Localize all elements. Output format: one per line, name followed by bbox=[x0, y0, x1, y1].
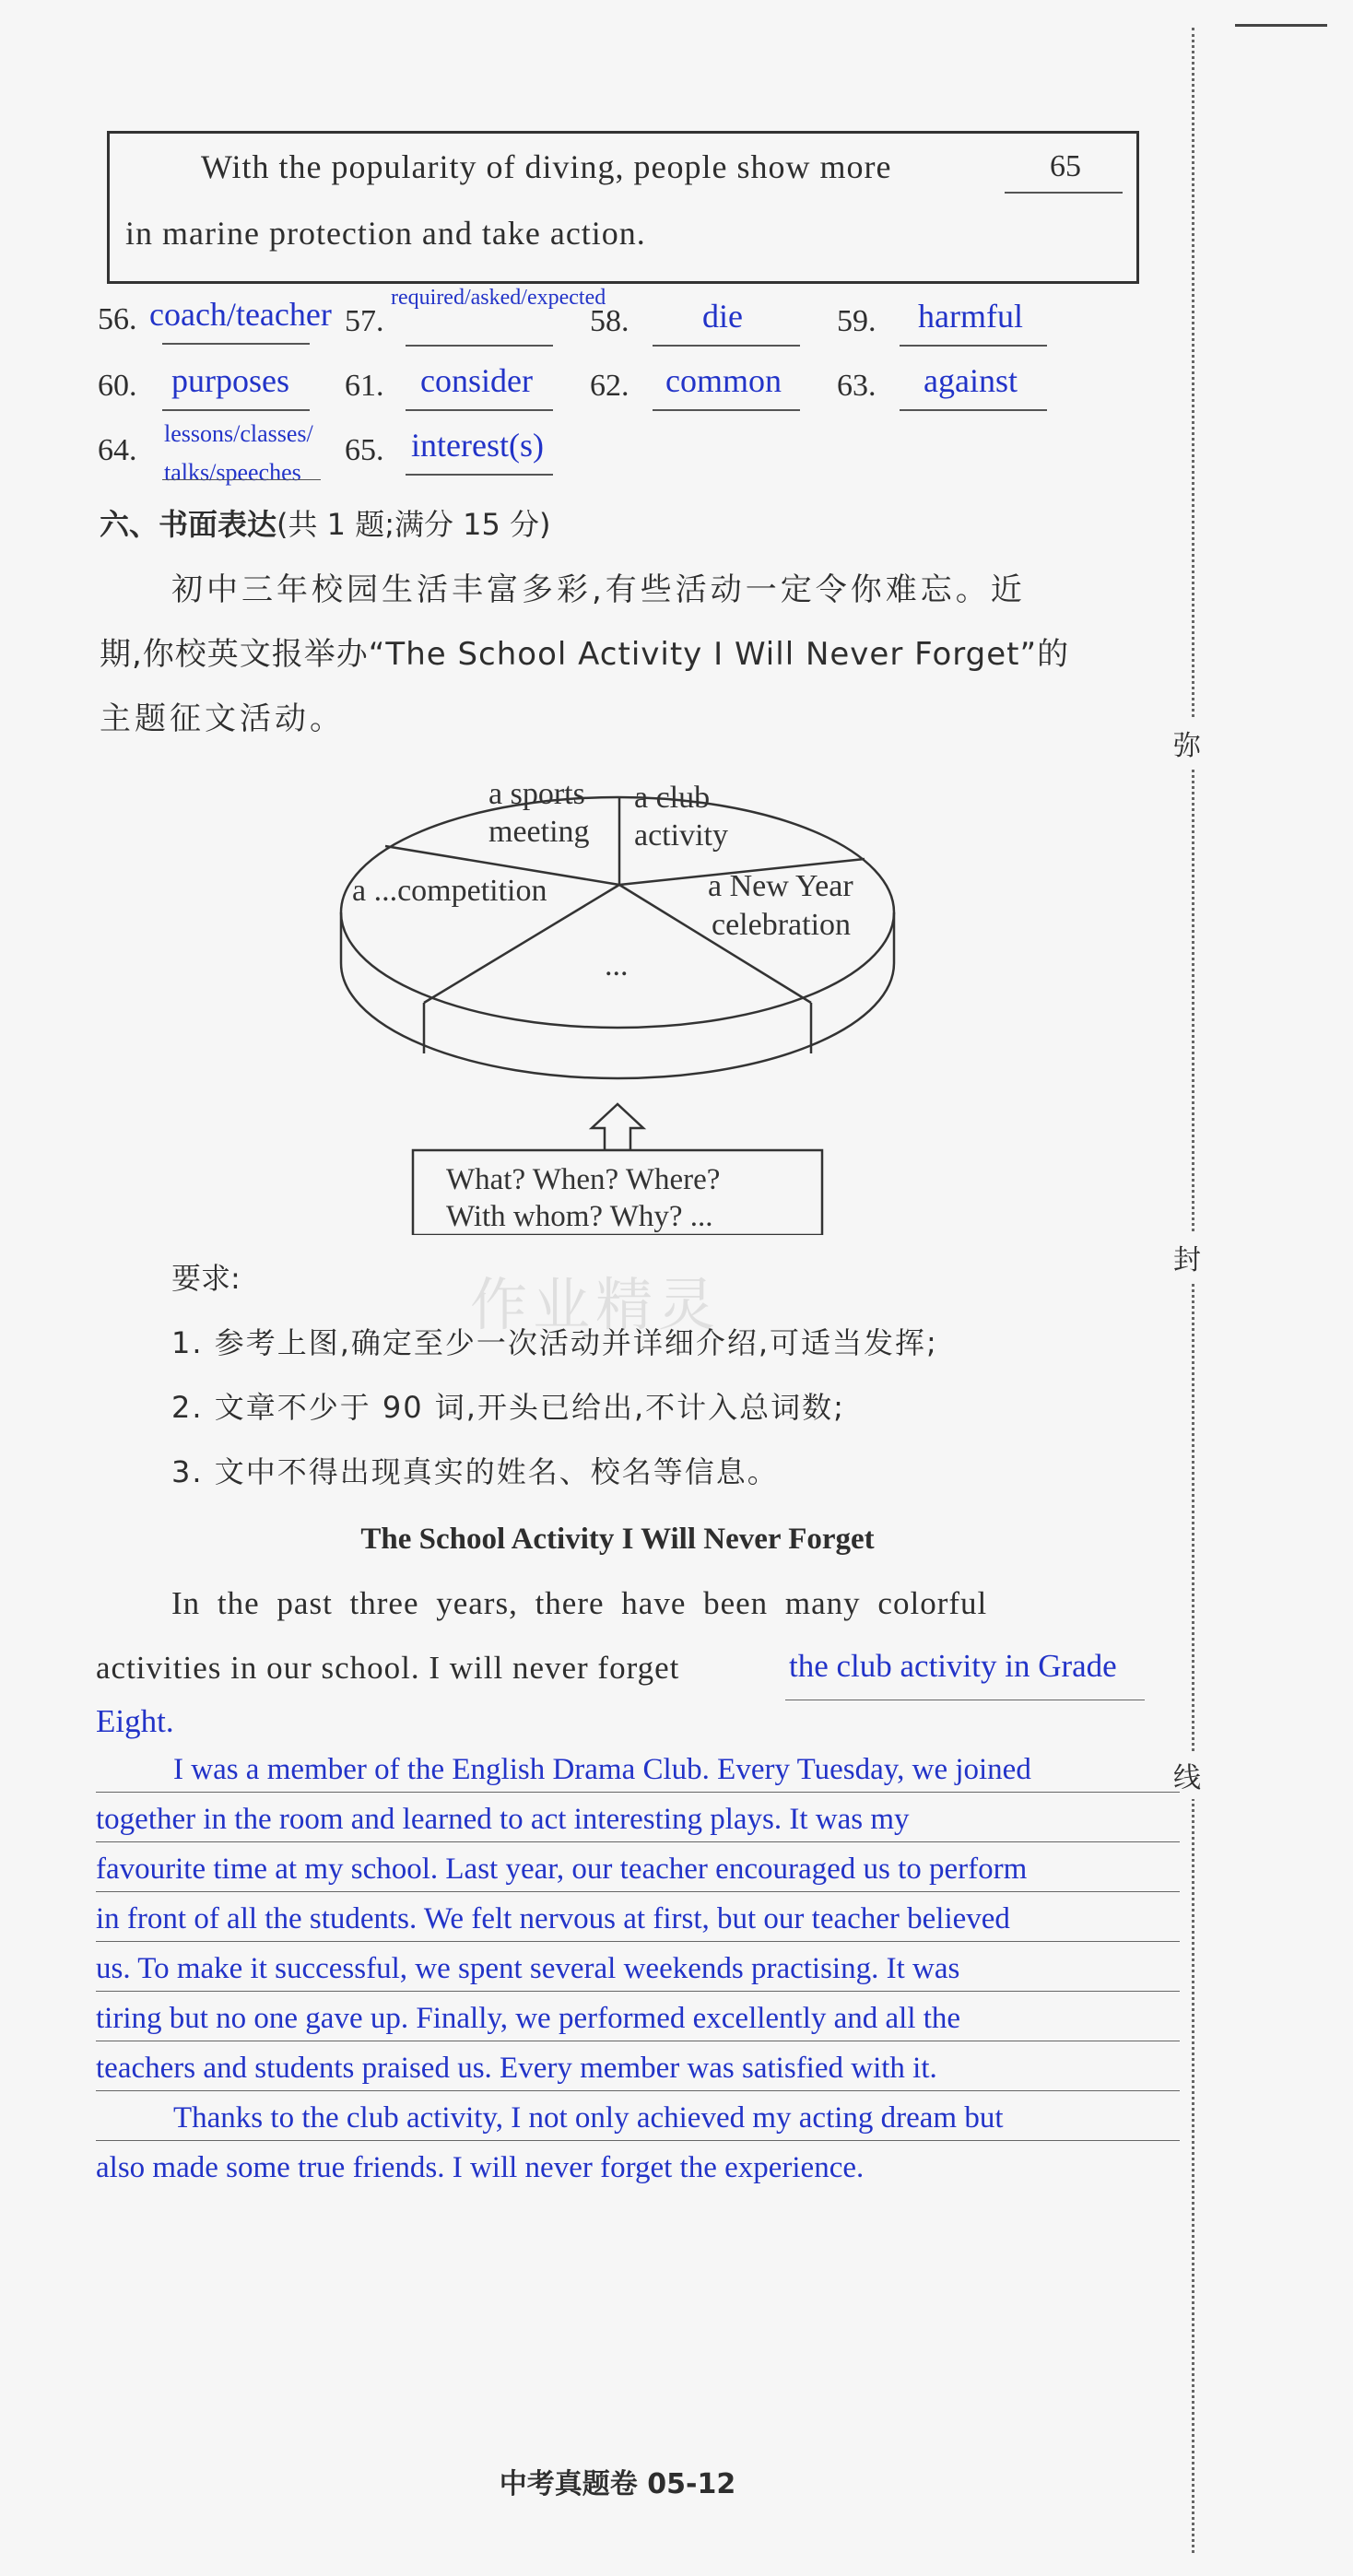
answer-number-56: 56. bbox=[98, 302, 137, 336]
corner-rule bbox=[1235, 24, 1327, 27]
answer-57: required/asked/expected bbox=[391, 286, 606, 310]
watermark: 作业精灵 bbox=[470, 1271, 722, 1338]
answer-62-line bbox=[653, 409, 800, 411]
essay-hw-9: teachers and students praised us. Every member was satisfied with it. bbox=[96, 2052, 937, 2085]
essay-hw-4: together in the room and learned to act interesting plays. It was my bbox=[96, 1803, 910, 1836]
summary-line-1: With the popularity of diving, people show more bbox=[201, 148, 892, 185]
answer-61-line bbox=[406, 409, 553, 411]
prompt-line-3: 主题征文活动。 bbox=[100, 700, 345, 737]
activity-pie-diagram bbox=[332, 756, 903, 1235]
answer-64-line2: talks/speeches bbox=[164, 459, 301, 486]
answer-65: interest(s) bbox=[411, 427, 544, 464]
essay-opening-2: activities in our school. I will never forget bbox=[96, 1650, 680, 1686]
answer-number-64: 64. bbox=[98, 433, 137, 467]
slice-label-sports-2: meeting bbox=[488, 815, 590, 849]
prompt-line-1: 初中三年校园生活丰富多彩,有些活动一定令你难忘。近 bbox=[171, 571, 1026, 608]
answer-56: coach/teacher bbox=[149, 296, 332, 333]
answer-number-57: 57. bbox=[345, 304, 384, 338]
answer-number-61: 61. bbox=[345, 369, 384, 403]
section-heading bbox=[100, 501, 551, 544]
section-heading-title: 六、书面表达 bbox=[100, 507, 277, 542]
arrow-up-icon bbox=[592, 1104, 643, 1150]
answer-60: purposes bbox=[171, 362, 289, 399]
summary-blank-underline bbox=[1005, 192, 1123, 194]
section-heading-note: (共 1 题;满分 15 分) bbox=[276, 507, 551, 542]
essay-hw-1: the club activity in Grade bbox=[789, 1648, 1117, 1684]
essay-hw-6: in front of all the students. We felt nervous at first, but our teacher believed bbox=[96, 1902, 1010, 1935]
answer-58: die bbox=[702, 298, 743, 335]
essay-hw-5: favourite time at my school. Last year, our teacher encouraged us to perform bbox=[96, 1853, 1028, 1886]
seal-line bbox=[1192, 28, 1194, 2553]
answer-56-line bbox=[162, 343, 310, 345]
prompt-line-2: 期,你校英文报举办“The School Activity I Will Never Forget”的 bbox=[100, 636, 1070, 673]
answer-number-63: 63. bbox=[837, 369, 877, 403]
answer-65-line bbox=[406, 474, 553, 476]
essay-hw-11: also made some true friends. I will never forget the experience. bbox=[96, 2151, 865, 2184]
slice-label-newyear-1: a New Year bbox=[708, 869, 853, 903]
slice-label-club-1: a club bbox=[634, 781, 711, 815]
essay-hw-10: Thanks to the club activity, I not only achieved my acting dream but bbox=[173, 2101, 1004, 2135]
answer-61: consider bbox=[420, 362, 533, 399]
answer-number-62: 62. bbox=[590, 369, 629, 403]
answer-59: harmful bbox=[918, 298, 1023, 335]
margin-mark-xian: 线 bbox=[1173, 1751, 1201, 1799]
margin-mark-mi: 弥 bbox=[1173, 719, 1201, 767]
answer-64-line bbox=[162, 479, 321, 480]
answer-63-line bbox=[900, 409, 1047, 411]
answer-number-65: 65. bbox=[345, 433, 384, 467]
answer-60-line bbox=[162, 409, 310, 411]
slice-label-sports-1: a sports bbox=[488, 777, 585, 811]
slice-label-newyear-2: celebration bbox=[712, 908, 852, 942]
answer-62: common bbox=[665, 362, 782, 399]
answer-63: against bbox=[924, 362, 1018, 399]
answer-number-58: 58. bbox=[590, 304, 629, 338]
question-line-1: What? When? Where? bbox=[446, 1163, 721, 1196]
requirement-1: 1. 参考上图,确定至少一次活动并详细介绍,可适当发挥; bbox=[171, 1325, 938, 1360]
essay-opening-1: In the past three years, there have been many colorful bbox=[171, 1585, 988, 1621]
answer-64-line1: lessons/classes/ bbox=[164, 420, 313, 447]
summary-blank-answer: 65 bbox=[1050, 149, 1081, 183]
slice-label-ellipsis: ... bbox=[605, 948, 629, 982]
requirements-title: 要求: bbox=[171, 1261, 241, 1296]
answer-number-60: 60. bbox=[98, 369, 137, 403]
slice-label-club-2: activity bbox=[634, 818, 728, 853]
requirement-3: 3. 文中不得出现真实的姓名、校名等信息。 bbox=[171, 1454, 779, 1489]
essay-hw-8: tiring but no one gave up. Finally, we performed excellently and all the bbox=[96, 2002, 961, 2035]
question-line-2: With whom? Why? ... bbox=[446, 1200, 713, 1233]
slice-label-competition: a ...competition bbox=[352, 874, 547, 908]
essay-hw-3: I was a member of the English Drama Club. Every Tuesday, we joined bbox=[173, 1753, 1031, 1786]
requirement-2: 2. 文章不少于 90 词,开头已给出,不计入总词数; bbox=[171, 1390, 845, 1425]
essay-title: The School Activity I Will Never Forget bbox=[360, 1523, 875, 1556]
margin-mark-feng: 封 bbox=[1173, 1233, 1201, 1281]
answer-57-line bbox=[406, 345, 553, 347]
essay-hw-2: Eight. bbox=[96, 1703, 174, 1739]
page-footer: 中考真题卷 05-12 bbox=[499, 2468, 736, 2500]
essay-hw-7: us. To make it successful, we spent several weekends practising. It was bbox=[96, 1952, 960, 1985]
answer-number-59: 59. bbox=[837, 304, 877, 338]
summary-line-2: in marine protection and take action. bbox=[125, 215, 646, 252]
answer-58-line bbox=[653, 345, 800, 347]
answer-59-line bbox=[900, 345, 1047, 347]
